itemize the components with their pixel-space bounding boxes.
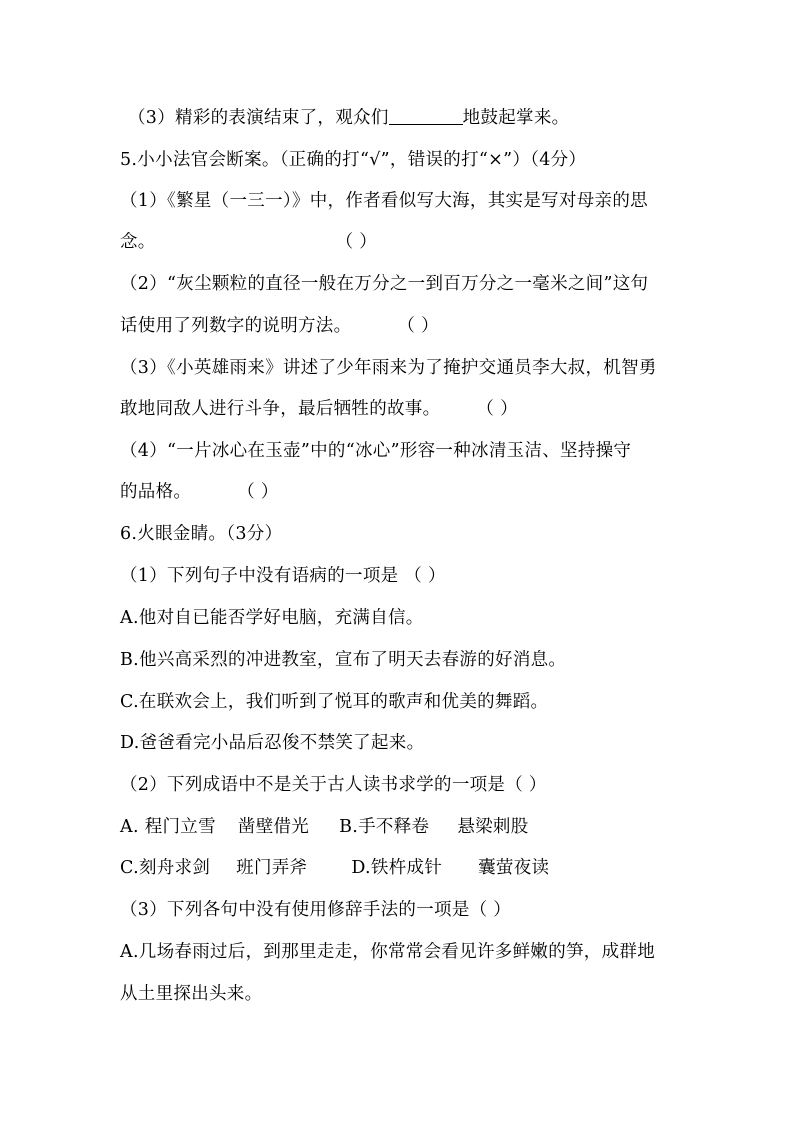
q6-sub2-option-d-idiom2: 囊萤夜读 — [478, 858, 550, 878]
answer-paren[interactable]: （ ） — [335, 232, 378, 252]
question-5-title: 5.小小法官会断案。（正确的打“√”，错误的打“×”）（4分） — [120, 150, 587, 170]
q6-sub2-option-c-idiom2: 班门弄斧 — [236, 858, 308, 878]
q6-sub1-stem: （1）下列句子中没有语病的一项是 （ ） — [120, 566, 446, 586]
answer-paren[interactable]: （ ） — [476, 399, 518, 419]
q6-sub2-option-a-label: A. — [120, 817, 139, 837]
q6-sub2-option-c-label: C. — [120, 858, 139, 878]
q6-sub2-option-b-idiom1: 手不释卷 — [358, 817, 430, 837]
q5-item3-line2 — [120, 397, 518, 421]
q5-item3-line1: （3）《小英雄雨来》讲述了少年雨来为了掩护交通员李大叔，机智勇 — [120, 358, 657, 378]
q5-item4-line2 — [120, 480, 279, 504]
q5-item2-line1: （2）“灰尘颗粒的直径一般在万分之一到百万分之一毫米之间”这句 — [120, 274, 649, 294]
q6-sub2-option-c-idiom1: 刻舟求剑 — [138, 858, 211, 878]
question-6-title: 6.火眼金睛。（3分） — [120, 524, 283, 544]
q5-item3-text: 敢地同敌人进行斗争，最后牺牲的故事。 — [120, 399, 441, 419]
q6-sub2-option-b-idiom2: 悬梁刺股 — [457, 817, 529, 837]
q5-item2-text: 话使用了列数字的说明方法。 — [120, 316, 352, 336]
answer-paren[interactable]: （ ） — [397, 316, 439, 336]
q6-sub2-stem: （2）下列成语中不是关于古人读书求学的一项是（ ） — [120, 775, 547, 795]
q5-item1-text: 念。 — [120, 232, 156, 252]
q6-sub3-stem: （3）下列各句中没有使用修辞手法的一项是（ ） — [120, 900, 512, 920]
q5-item1-line2 — [120, 230, 377, 254]
question-4-item-3 — [128, 106, 569, 130]
q5-item1-line1: （1）《繁星（一三一）》中，作者看似写大海，其实是写对母亲的思 — [120, 191, 648, 211]
q6-sub1-option-c: C.在联欢会上，我们听到了悦耳的歌声和优美的舞蹈。 — [120, 692, 549, 712]
q5-item2-line2 — [120, 314, 439, 338]
answer-paren[interactable]: （ ） — [237, 482, 279, 502]
q6-sub1-option-d: D.爸爸看完小品后忍俊不禁笑了起来。 — [120, 733, 425, 753]
q4-item3-before: （3）精彩的表演结束了，观众们 — [128, 108, 389, 128]
q5-item4-line1: （4）“一片冰心在玉壶”中的“冰心”形容一种冰清玉洁、坚持操守 — [120, 441, 632, 461]
q6-sub3-option-a-line1: A.几场春雨过后，到那里走走，你常常会看见许多鲜嫩的笋，成群地 — [120, 942, 655, 962]
q6-sub2-option-d-label: D. — [351, 858, 371, 878]
q6-sub2-option-b-label: B. — [339, 817, 359, 837]
q6-sub1-option-a: A.他对自已能否学好电脑，充满自信。 — [120, 608, 424, 628]
q6-sub1-option-b: B.他兴高采烈的冲进教室，宣布了明天去春游的好消息。 — [120, 650, 567, 670]
answer-blank[interactable] — [389, 106, 463, 125]
q6-sub2-option-d-idiom1: 铁杵成针 — [370, 858, 443, 878]
q6-sub2-row2 — [120, 856, 549, 880]
q6-sub2-option-a-idiom1: 程门立雪 — [144, 817, 216, 837]
q5-item4-text: 的品格。 — [120, 482, 192, 502]
q6-sub2-row1 — [120, 815, 529, 839]
q6-sub2-option-a-idiom2: 凿壁借光 — [237, 817, 310, 837]
q4-item3-after: 地鼓起掌来。 — [462, 108, 570, 128]
q6-sub3-option-a-line2: 从土里探出头来。 — [120, 984, 263, 1004]
